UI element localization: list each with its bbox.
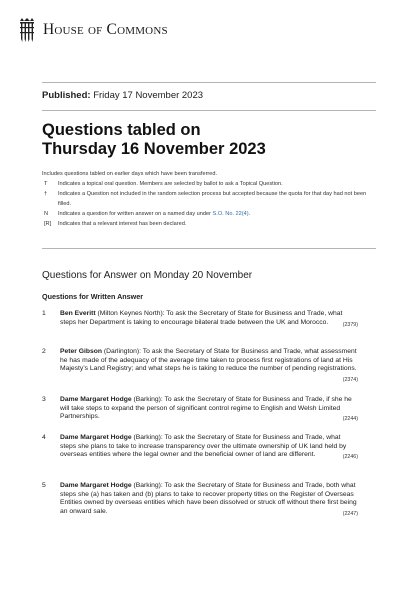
question-body: To ask the Secretary of State for Business and Trade, what steps her Department is taking to encourage bilateral trade between the UK and Morocco. <box>60 310 343 326</box>
key-symbol: N <box>44 210 49 217</box>
key-item <box>42 190 372 210</box>
question-number: 2 <box>42 348 46 355</box>
question-number: 5 <box>42 482 46 489</box>
question-text <box>60 310 358 329</box>
key-text: Indicates that a relevant interest has been declared. <box>58 220 187 227</box>
member-name: Peter Gibson <box>60 348 103 355</box>
house-name: House of Commons <box>43 21 168 38</box>
member-name: Dame Margaret Hodge <box>60 434 132 441</box>
constituency: (Barking): <box>131 482 165 489</box>
question-number: 3 <box>42 396 46 403</box>
section-title: Questions for Answer on Monday 20 November <box>42 270 253 281</box>
published-line <box>42 90 203 101</box>
divider <box>42 248 376 249</box>
key-item <box>42 180 372 190</box>
member-name: Dame Margaret Hodge <box>60 482 132 489</box>
published-date: Friday 17 November 2023 <box>93 90 204 101</box>
divider <box>42 82 376 83</box>
question-uin: (2246) <box>342 454 358 461</box>
key-symbol: T <box>44 180 48 187</box>
question-text <box>60 348 358 385</box>
title-line-2: Thursday 16 November 2023 <box>42 140 266 158</box>
question-text <box>60 396 358 424</box>
question-uin: (2244) <box>342 416 358 423</box>
intro-block <box>42 170 372 229</box>
constituency: (Darlington): <box>102 348 143 355</box>
question-number: 1 <box>42 310 46 317</box>
title-line-1: Questions tabled on <box>42 121 201 139</box>
question-body: To ask the Secretary of State for Business and Trade, what steps she plans to take to increase transparency over the ultimate ownership of UK land held by overseas entities where the legal owner and the beneficial owner of land are different. <box>60 434 347 459</box>
key-text: Indicates a Question not included in the random selection process but accepted because the quota for that day had not been filled. <box>58 190 367 207</box>
key-text-suffix: . <box>248 210 251 217</box>
question-text <box>60 482 358 519</box>
question-body: To ask the Secretary of State for Business and Trade, both what steps she (a) has taken and (b) plans to take to recover property titles on the Register of Overseas Entities owned by overseas entities which have been dissolved or struck off without there first being an onward sale. <box>60 482 357 516</box>
key-text: Indicates a topical oral question. Members are selected by ballot to ask a Topical Question. <box>58 180 283 187</box>
divider <box>42 110 376 111</box>
question-uin: (2379) <box>342 321 358 328</box>
key-text-container <box>58 210 372 220</box>
portcullis-logo-icon <box>19 18 35 42</box>
key-text: Indicates a question for written answer on a named day under <box>58 210 213 217</box>
intro-note: Includes questions tabled on earlier days which have been transferred. <box>42 171 218 177</box>
question-body: To ask the Secretary of State for Business and Trade, if she he will take steps to expand the person of significant control regime to English and Welsh Limited Partnerships. <box>60 396 352 421</box>
subsection-title: Questions for Written Answer <box>42 292 144 301</box>
question-uin: (2374) <box>342 377 358 384</box>
member-name: Dame Margaret Hodge <box>60 396 132 403</box>
published-label: Published: <box>42 90 91 101</box>
key-symbol: [R] <box>44 220 52 227</box>
key-item <box>42 210 372 220</box>
key-symbol: † <box>44 190 48 197</box>
member-name: Ben Everitt <box>60 310 96 317</box>
constituency: (Milton Keynes North): <box>95 310 167 317</box>
page-header <box>19 18 168 42</box>
page-title <box>42 121 362 159</box>
standing-order-link[interactable]: S.O. No. 22(4) <box>212 210 249 217</box>
question-number: 4 <box>42 434 46 441</box>
question-body: To ask the Secretary of State for Business and Trade, what assessment he has made of the adequacy of the average time taken to process first registrations of land at His Majesty’s Land Registry; and what steps he is taking to reduce the number of pending registrations. <box>60 348 357 373</box>
constituency: (Barking): <box>131 396 165 403</box>
key-item <box>42 220 372 230</box>
question-uin: (2247) <box>342 511 358 518</box>
question-text <box>60 434 358 462</box>
constituency: (Barking): <box>131 434 165 441</box>
